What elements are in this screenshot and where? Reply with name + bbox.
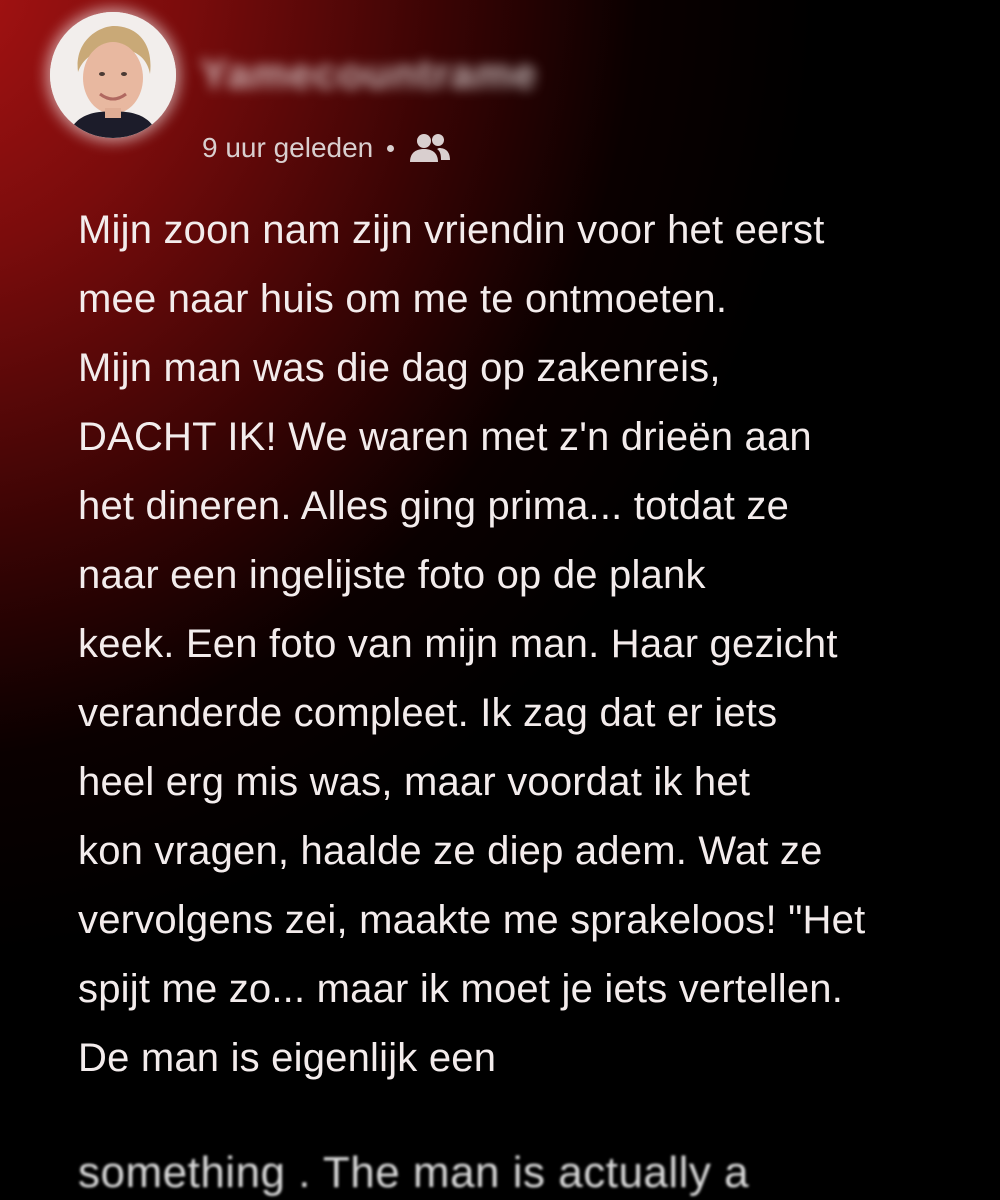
post-line: De man is eigenlijk een bbox=[78, 1036, 497, 1080]
separator-dot bbox=[387, 145, 394, 152]
post-body bbox=[78, 196, 978, 1093]
post-line: Mijn man was die dag op zakenreis, bbox=[78, 346, 721, 390]
post-header bbox=[50, 12, 950, 182]
group-icon[interactable] bbox=[408, 130, 452, 166]
post-line: spijt me zo... maar ik moet je iets vertellen. bbox=[78, 967, 844, 1011]
post-line: het dineren. Alles ging prima... totdat ze bbox=[78, 484, 790, 528]
post-line: naar een ingelijste foto op de plank bbox=[78, 553, 706, 597]
caption-text: something . The man is actually a bbox=[78, 1148, 750, 1197]
profile-photo-icon bbox=[50, 12, 176, 138]
timestamp[interactable]: 9 uur geleden bbox=[202, 132, 374, 163]
post-line: vervolgens zei, maakte me sprakeloos! "Het bbox=[78, 898, 866, 942]
post-line: kon vragen, haalde ze diep adem. Wat ze bbox=[78, 829, 823, 873]
post-line: keek. Een foto van mijn man. Haar gezicht bbox=[78, 622, 838, 666]
author-name[interactable]: Yamecountrame bbox=[200, 50, 538, 97]
post-line: Mijn zoon nam zijn vriendin voor het eerst bbox=[78, 208, 825, 252]
avatar[interactable] bbox=[50, 12, 176, 138]
post-line: veranderde compleet. Ik zag dat er iets bbox=[78, 691, 778, 735]
post-line: DACHT IK! We waren met z'n drieën aan bbox=[78, 415, 812, 459]
post-meta bbox=[202, 130, 452, 166]
post-line: mee naar huis om me te ontmoeten. bbox=[78, 277, 728, 321]
post-line: heel erg mis was, maar voordat ik het bbox=[78, 760, 751, 804]
